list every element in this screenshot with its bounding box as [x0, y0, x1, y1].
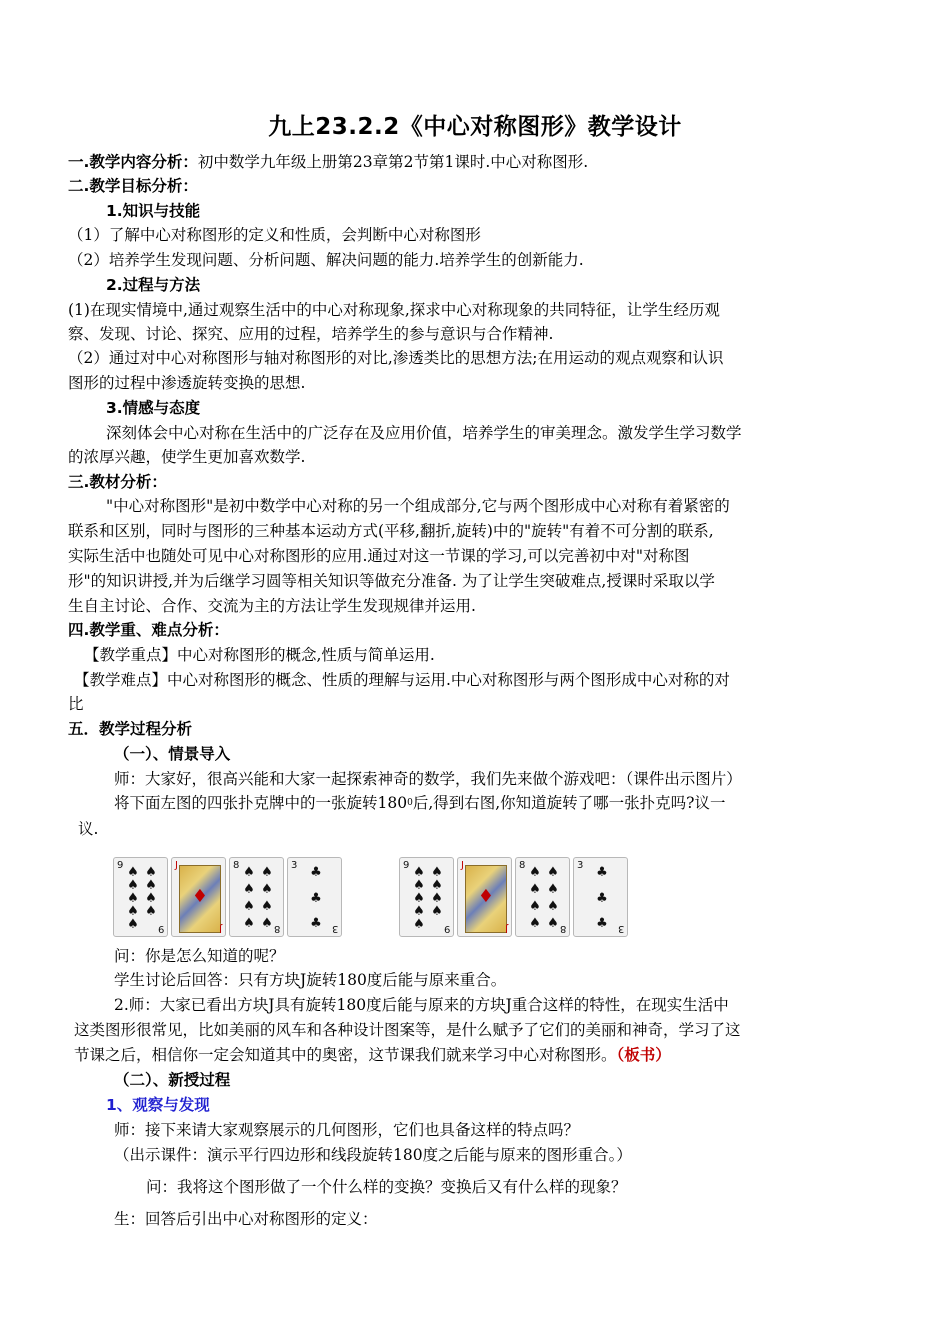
paragraph: （2）培养学生发现问题、分析问题、解决问题的能力.培养学生的创新能力.	[68, 251, 584, 269]
club-icon: ♣	[310, 916, 322, 931]
spade-icon: ♠	[431, 891, 443, 906]
paragraph: 生自主讨论、合作、交流为主的方法让学生发现规律并运用.	[68, 597, 476, 615]
emotion-attitude-heading: 3.情感与态度	[106, 399, 201, 417]
paragraph: 问：你是怎么知道的呢？	[114, 947, 285, 965]
spade-icon: ♠	[413, 891, 425, 906]
playing-card	[573, 857, 628, 937]
diamond-icon: ♦	[191, 886, 209, 907]
spade-icon: ♠	[127, 891, 139, 906]
new-teaching-heading: （二）、新授过程	[114, 1071, 231, 1089]
knowledge-skills-heading: 1.知识与技能	[106, 202, 201, 220]
observe-discover-heading: 1、观察与发现	[106, 1096, 210, 1114]
card-rank: J	[219, 923, 222, 934]
card-pips	[298, 866, 334, 930]
paragraph: 问：我将这个图形做了一个什么样的变换？变换后又有什么样的现象？	[146, 1178, 627, 1196]
paragraph: 比	[68, 695, 84, 713]
card-rank: J	[505, 923, 508, 934]
card-rank: 8	[233, 860, 240, 871]
card-rank: 9	[403, 860, 410, 871]
paragraph: 的浓厚兴趣，使学生更加喜欢数学.	[68, 448, 306, 466]
playing-card	[515, 857, 570, 937]
spade-icon: ♠	[547, 865, 559, 880]
section-1-text: 初中数学九年级上册第23章第2节第1课时.中心对称图形.	[197, 153, 589, 171]
spade-icon: ♠	[243, 882, 255, 897]
jack-face-picture	[465, 865, 507, 933]
paragraph: 学生讨论后回答：只有方块J旋转180度后能与原来重合。	[114, 971, 507, 989]
spade-icon: ♠	[547, 882, 559, 897]
card-rank: 9	[117, 860, 124, 871]
section-1	[68, 150, 588, 174]
spade-icon: ♠	[529, 916, 541, 931]
spade-icon: ♠	[243, 865, 255, 880]
paragraph: （出示课件：演示平行四边形和线段旋转180度之后能与原来的图形重合。）	[114, 1146, 632, 1164]
paragraph: 图形的过程中渗透旋转变换的思想.	[68, 374, 306, 392]
spade-icon: ♠	[547, 916, 559, 931]
playing-card	[113, 857, 168, 937]
card-rank: 3	[617, 923, 624, 934]
spade-icon: ♠	[261, 882, 273, 897]
spade-icon: ♠	[413, 878, 425, 893]
paragraph: 师：接下来请大家观察展示的几何图形，它们也具备这样的特点吗？	[114, 1121, 580, 1139]
paragraph: (1)在现实情境中,通过观察生活中的中心对称现象,探求中心对称现象的共同特征，让学生经历观	[68, 301, 720, 319]
club-icon: ♣	[310, 865, 322, 880]
spade-icon: ♠	[127, 904, 139, 919]
playing-card	[229, 857, 284, 937]
playing-cards-right	[399, 857, 628, 939]
paragraph: 2.师：大家已看出方块J具有旋转180度后能与原来的方块J重合这样的特性，在现实生活中	[114, 996, 729, 1014]
card-rank: 3	[577, 860, 584, 871]
text-span: 节课之后，相信你一定会知道其中的奥密，这节课我们就来学习中心对称图形。	[74, 1046, 617, 1064]
spade-icon: ♠	[243, 899, 255, 914]
spade-icon: ♠	[431, 904, 443, 919]
paragraph	[74, 1043, 671, 1067]
section-4-heading: 四.教学重、难点分析：	[68, 621, 229, 639]
card-pips	[526, 866, 562, 930]
spade-icon: ♠	[261, 865, 273, 880]
paragraph: 形"的知识讲授,并为后继学习圆等相关知识等做充分准备. 为了让学生突破难点,授课时采取以学	[68, 572, 715, 590]
spade-icon: ♠	[413, 904, 425, 919]
section-1-heading: 一.教学内容分析：	[68, 153, 198, 171]
spade-icon: ♠	[145, 878, 157, 893]
card-rank: J	[175, 860, 178, 871]
scene-intro-heading: （一）、情景导入	[114, 745, 231, 763]
card-rank: 8	[273, 923, 280, 934]
card-rank: 9	[443, 923, 450, 934]
spade-icon: ♠	[127, 878, 139, 893]
card-rank: 9	[157, 923, 164, 934]
paragraph: 实际生活中也随处可见中心对称图形的应用.通过对这一节课的学习,可以完善初中对"对称图	[68, 547, 690, 565]
spade-icon: ♠	[529, 882, 541, 897]
card-rank: J	[461, 860, 464, 871]
spade-icon: ♠	[431, 865, 443, 880]
diamond-icon: ♦	[477, 886, 495, 907]
paragraph: 议.	[78, 820, 99, 838]
card-rank: 8	[519, 860, 526, 871]
card-pips	[584, 866, 620, 930]
paragraph: 【教学重点】中心对称图形的概念,性质与简单运用.	[84, 646, 435, 664]
process-method-heading: 2.过程与方法	[106, 276, 201, 294]
paragraph: 察、发现、讨论、探究、应用的过程，培养学生的参与意识与合作精神.	[68, 325, 554, 343]
spade-icon: ♠	[127, 865, 139, 880]
paragraph: 生：回答后引出中心对称图形的定义：	[114, 1210, 378, 1228]
spade-icon: ♠	[529, 899, 541, 914]
section-3-heading: 三.教材分析：	[68, 473, 167, 491]
paragraph: "中心对称图形"是初中数学中心对称的另一个组成部分,它与两个图形成中心对称有着紧密的	[106, 497, 730, 515]
jack-face-picture	[179, 865, 221, 933]
paragraph: （1）了解中心对称图形的定义和性质，会判断中心对称图形	[68, 226, 481, 244]
club-icon: ♣	[596, 890, 608, 906]
playing-card	[399, 857, 454, 937]
card-pips	[124, 866, 160, 930]
paragraph: 【教学难点】中心对称图形的概念、性质的理解与运用.中心对称图形与两个图形成中心对称的对	[74, 671, 730, 689]
text-span: 将下面左图的四张扑克牌中的一张旋转180	[114, 794, 408, 812]
section-5-heading: 五．教学过程分析	[68, 720, 193, 738]
club-icon: ♣	[310, 890, 322, 906]
spade-icon: ♠	[145, 891, 157, 906]
spade-icon: ♠	[547, 899, 559, 914]
section-2-heading: 二.教学目标分析：	[68, 177, 198, 195]
spade-icon: ♠	[413, 917, 425, 932]
board-note: （板书）	[616, 1046, 671, 1064]
card-rank: 3	[291, 860, 298, 871]
card-rank: 3	[331, 923, 338, 934]
spade-icon: ♠	[145, 865, 157, 880]
paragraph: （2）通过对中心对称图形与轴对称图形的对比,渗透类比的思想方法;在用运动的观点观察和认识	[68, 349, 724, 367]
paragraph	[114, 791, 726, 815]
club-icon: ♣	[596, 865, 608, 880]
document-title: 九上23.2.2《中心对称图形》教学设计	[268, 114, 682, 140]
card-rank: 8	[559, 923, 566, 934]
superscript: 0	[407, 798, 413, 808]
spade-icon: ♠	[127, 917, 139, 932]
paragraph: 深刻体会中心对称在生活中的广泛存在及应用价值，培养学生的审美理念。激发学生学习数学	[106, 424, 742, 442]
spade-icon: ♠	[529, 865, 541, 880]
spade-icon: ♠	[261, 916, 273, 931]
spade-icon: ♠	[261, 899, 273, 914]
playing-cards-left	[113, 857, 342, 939]
card-pips	[240, 866, 276, 930]
paragraph: 师：大家好，很高兴能和大家一起探索神奇的数学，我们先来做个游戏吧：（课件出示图片）	[114, 770, 742, 788]
spade-icon: ♠	[243, 916, 255, 931]
playing-card	[171, 857, 226, 937]
card-pips	[410, 866, 446, 930]
playing-card	[457, 857, 512, 937]
spade-icon: ♠	[145, 904, 157, 919]
paragraph: 这类图形很常见，比如美丽的风车和各种设计图案等，是什么赋予了它们的美丽和神奇，学习了这	[74, 1021, 741, 1039]
spade-icon: ♠	[431, 878, 443, 893]
paragraph: 联系和区别，同时与图形的三种基本运动方式(平移,翻折,旋转)中的"旋转"有着不可分割的联系,	[68, 522, 714, 540]
playing-card	[287, 857, 342, 937]
spade-icon: ♠	[413, 865, 425, 880]
text-span: 后,得到右图,你知道旋转了哪一张扑克吗?议一	[412, 794, 726, 812]
club-icon: ♣	[596, 916, 608, 931]
